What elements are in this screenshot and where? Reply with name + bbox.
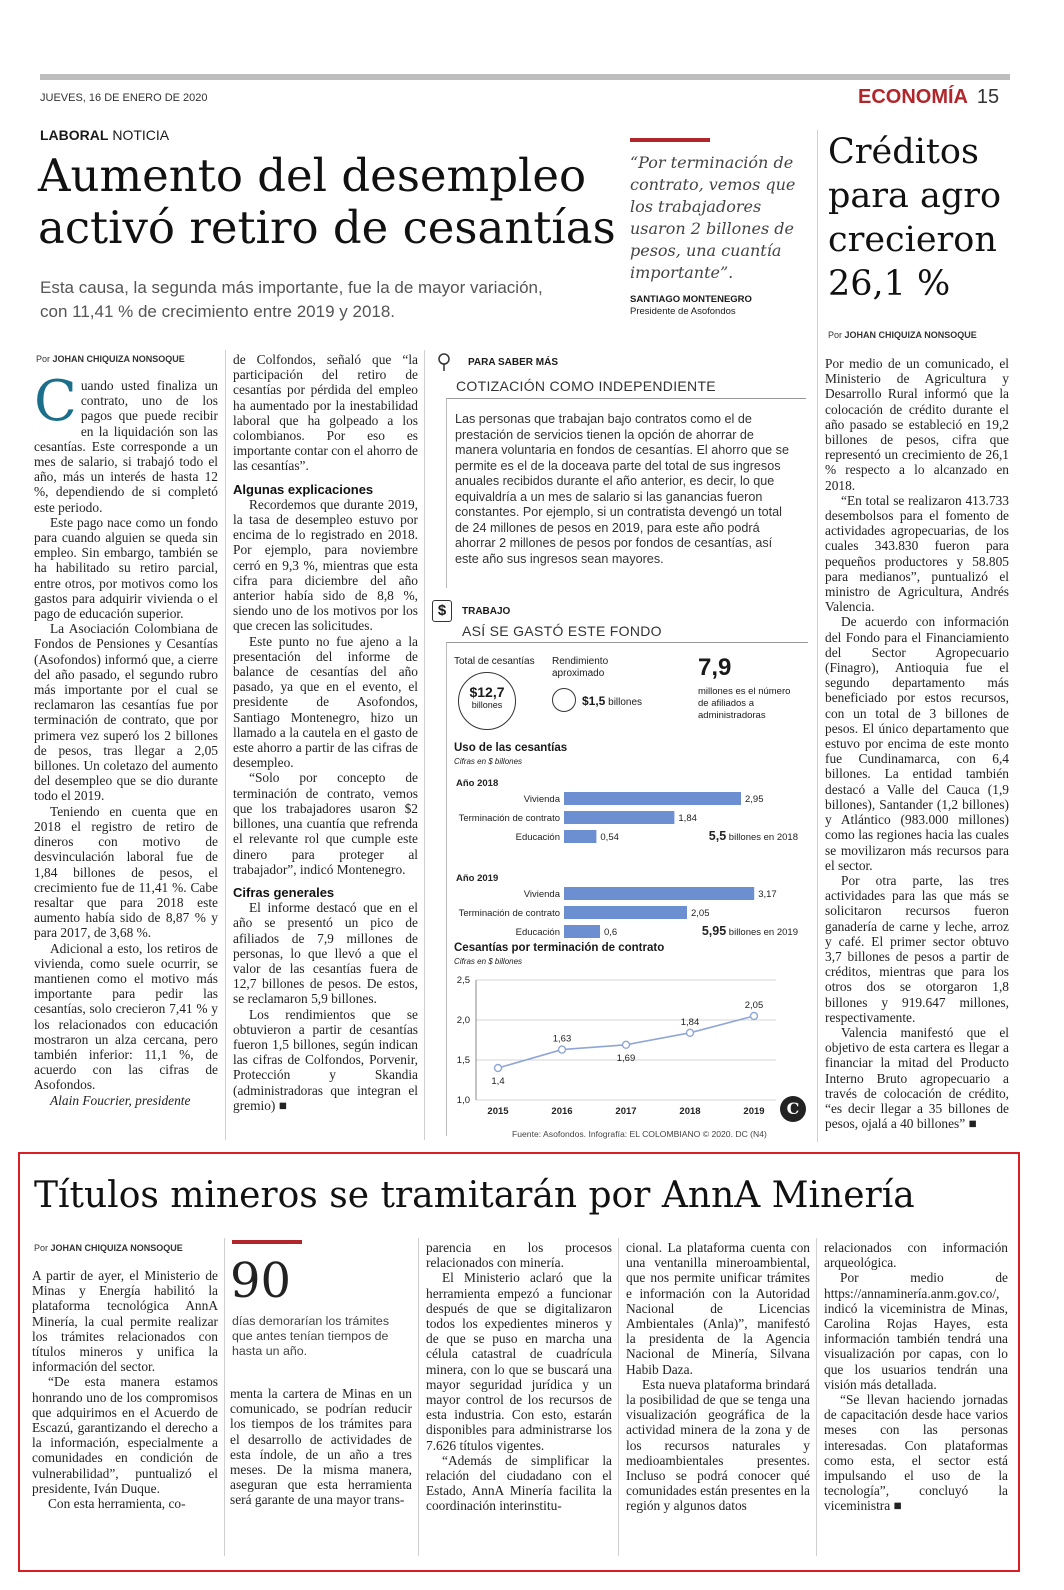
- side-paragraph-2: “En total se realizaron 413.733 desembolsos para el fomento de actividades agropecuarias, de los cuales 343.830 fueron para pequeños productores y 58.805 para medianos”, puntualizó el ministro de Agricultura, Andrés Valencia.: [825, 492, 1009, 615]
- bottom-byline-name: JOHAN CHIQUIZA NONSOQUE: [50, 1243, 183, 1253]
- bottom-byline-prefix: Por: [34, 1243, 49, 1253]
- bar-value-label: 0,54: [600, 832, 619, 843]
- data-label: 1,63: [552, 1033, 572, 1045]
- infographic-title: ASÍ SE GASTÓ ESTE FONDO: [462, 623, 662, 639]
- publisher-logo: C: [780, 1096, 806, 1122]
- stat-total-circle: [458, 672, 516, 730]
- bar-group-total-value: 5,5: [708, 829, 727, 843]
- big-number-rule: [232, 1240, 302, 1244]
- bars-subtitle: Cifras en $ billones: [454, 757, 523, 766]
- bar-1-3: [564, 830, 596, 843]
- bottom-col1-paragraph-3: Con esta herramienta, co-: [48, 1496, 186, 1512]
- main-headline-line-2: activó retiro de cesantías: [38, 201, 616, 254]
- side-headline-line-3: crecieron: [828, 220, 997, 260]
- stat-yield-circle: [552, 688, 576, 712]
- bar-value-label: 0,6: [604, 927, 618, 938]
- bar-2-2: [564, 906, 687, 919]
- line-chart-subtitle: Cifras en $ billones: [454, 957, 523, 966]
- bottom-col5-paragraph-2: Por medio de https://annaminería.anm.gov.co/, indicó la viceministra de Minas, Carolina Rojas Hayes, esta información también tendrá una visualización por capas, con lo que los usuarios tendrán una visión más detallada.: [824, 1270, 1008, 1392]
- bottom-column-4: [626, 1240, 810, 1556]
- col2-paragraph-4: “Solo por concepto de terminación de contrato, vemos que los trabajadores usaron $2 billones, una cuantía que refrenda el relevante rol que cumple este dinero para proteger al trabajador”, indicó Montenegro.: [233, 770, 418, 877]
- data-label: 2,05: [744, 1000, 764, 1011]
- y-tick-label: 2,0: [456, 1015, 470, 1026]
- bottom-column-5: [824, 1240, 1008, 1556]
- infographic-source: Fuente: Asofondos. Infografía: EL COLOMBIANO © 2020. DC (N4): [512, 1129, 767, 1139]
- kicker-bold: LABORAL: [40, 127, 109, 143]
- bottom-column-2: [230, 1386, 412, 1556]
- quote-rule: [630, 138, 710, 142]
- col1-paragraph-4: Teniendo en cuenta que en 2018 el registro de retiro de dineros con motivo de desvinculación laboral fue de 1,84 billones de pesos, el crecimiento fue de 11,41 %. Cabe resaltar que para 2018 este aumento había sido de 8,87 % y para 2017, de 3,68 %.: [34, 803, 218, 941]
- column-rule-1: [225, 350, 226, 1140]
- bottom-col5-paragraph-3: “Se llevan haciendo jornadas de capacitación desde hace varios meses con las personas interesadas. Con plataformas como esta, el sector está impulsando el uso de la tecnología”, concluyó la viceministra ■: [824, 1392, 1008, 1514]
- section-label: [858, 86, 999, 109]
- subhead-explicaciones: Algunas explicaciones: [233, 481, 374, 497]
- column-rule-3: [817, 130, 818, 1142]
- bottom-col5-paragraph-1: relacionados con información arqueológica.: [824, 1240, 1008, 1271]
- bar-2-3: [564, 925, 600, 938]
- bottom-col2-paragraph-1: menta la cartera de Minas en un comunicado, se podrían reducir los tiempos de los trámites para el desarrollo de actividades de esta índole, de un año a tres meses. De la misma manera, aseguran que esta herramienta será garante de una mayor trans-: [230, 1386, 412, 1508]
- info-box-title: COTIZACIÓN COMO INDEPENDIENTE: [456, 378, 716, 394]
- col2-paragraph-6: Los rendimientos que se obtuvieron a partir de cesantías fueron 1,5 billones, según indican las cifras de Colfondos, Porvenir, Protección y Skandia (administradoras que integran el gremio) ■: [233, 1006, 418, 1113]
- col1-paragraph-1: uando usted finaliza un contrato, uno de los pagos que puede recibir en la liquidación son las cesantías. Este corresponde a un mes de salario, si trabajó todo el año, más un interés de hasta 12 %, dependiendo de si completó este periodo.: [34, 378, 218, 515]
- data-label: 1,84: [680, 1016, 700, 1028]
- side-byline-name: JOHAN CHIQUIZA NONSOQUE: [844, 330, 977, 340]
- main-deck: Esta causa, la segunda más importante, fue la de mayor variación, con 11,41 % de crecimiento entre 2019 y 2018.: [40, 278, 543, 321]
- bars-title: Uso de las cesantías: [454, 742, 568, 754]
- col2-paragraph-5: El informe destacó que en el año se presentó un pico de afiliados de 7,9 millones de personas, lo que llevó a que el valor de las cesantías fuera de 12,7 billones de pesos. De estos, se reclamaron 5,9 billones.: [233, 900, 418, 1007]
- col2-paragraph-1: de Colfondos, señaló que “la participación del retiro de cesantías por pérdida del empleo ha aumentado por la inestabilidad laboral que ha golpeado a los colombianos. Por eso es importante contar con el ahorro de las cesantías”.: [233, 352, 418, 474]
- side-column: [825, 356, 1009, 1146]
- bar-group-year-1: Año 2018: [456, 778, 499, 789]
- column-rule-2: [424, 350, 425, 1140]
- side-headline-line-4: 26,1 %: [828, 264, 951, 304]
- bottom-headline: Títulos mineros se tramitarán por AnnA Minería: [34, 1175, 915, 1216]
- page-date: JUEVES, 16 DE ENERO DE 2020: [40, 92, 208, 104]
- kicker: [40, 127, 169, 143]
- stat-yield-label: Rendimiento aproximado: [552, 656, 609, 679]
- side-headline-line-1: Créditos: [828, 132, 979, 172]
- big-number: 90: [230, 1253, 292, 1309]
- side-headline-line-2: para agro: [828, 176, 1002, 216]
- bottom-rule-2: [418, 1238, 419, 1556]
- main-column-1: [34, 369, 218, 1138]
- stat-yield: [582, 694, 642, 708]
- data-label: 1,69: [616, 1052, 636, 1064]
- data-label: 1,4: [491, 1076, 505, 1087]
- byline-prefix: Por: [36, 354, 51, 364]
- side-paragraph-4: Por otra parte, las tres actividades para las que más se solicitaron recursos fueron ganadería de carne y leche, arroz y café. El primer sector obtuvo 3,7 billones de pesos a partir de créditos, mientras que para los otros dos se otorgaron 1,8 billones y 919.647 millones, respectivamente.: [825, 872, 1009, 1025]
- bar-value-label: 3,17: [758, 889, 777, 900]
- top-rule: [40, 74, 1010, 80]
- bar-group-total-value: 5,95: [701, 924, 727, 938]
- bottom-col1-paragraph-1: A partir de ayer, el Ministerio de Minas y Energía habilitó la plataforma tecnológica AnnA Minería, la cual permite realizar los trámites relacionados con títulos mineros y unifica la información del sector.: [32, 1268, 218, 1375]
- stat-total-value: $12,7: [469, 684, 505, 700]
- bar-category-label: Vivienda: [523, 794, 560, 805]
- col2-paragraph-3: Este punto no fue ajeno a la presentación del informe de balance de cesantías del año pasado, ya que en el evento, el presidente de Asofondos, Santiago Montenegro, hizo un llamado a la cautela en el gasto de este ahorro a partir de las cifras de desempleo.: [233, 633, 418, 771]
- main-headline: [38, 150, 616, 254]
- col1-paragraph-6: Alain Foucrier, presidente: [50, 1092, 191, 1108]
- data-point: [687, 1029, 694, 1036]
- side-byline-prefix: Por: [828, 330, 843, 340]
- dropcap: C: [34, 369, 77, 434]
- side-paragraph-3: De acuerdo con información del Fondo para el Financiamiento del Sector Agropecuario (Finagro), Antioquia fue el segundo departamento más beneficiado por estos recursos, con un total de 3 billones de pesos. El único departamento que estuvo por encima de este monto fue Cundinamarca, con 6,4 billones. La entidad también destacó a Valle del Cauca (1,9 billones), Santander (1,2 billones) y Atlántico (983.000 millones) como las regiones hacia las cuales se movilizaron más recursos para el sector.: [825, 614, 1009, 873]
- section-name: ECONOMÍA: [858, 86, 968, 108]
- bottom-col3-paragraph-3: “Además de simplificar la relación del ciudadano con el Estado, AnnA Minería facilita la coordinación interinstitu-: [426, 1452, 612, 1514]
- bar-category-label: Terminación de contrato: [458, 908, 560, 919]
- x-tick-label: 2016: [551, 1106, 573, 1117]
- quote-name: SANTIAGO MONTENEGRO: [630, 294, 752, 305]
- bottom-rule-1: [224, 1238, 225, 1556]
- bottom-col3-paragraph-1: parencia en los procesos relacionados con minería.: [426, 1240, 612, 1271]
- side-headline: [828, 130, 1001, 306]
- y-tick-label: 1,5: [456, 1055, 470, 1066]
- y-tick-label: 1,0: [456, 1095, 470, 1106]
- bottom-col3-paragraph-2: El Ministerio aclaró que la herramienta empezó a funcionar después de que se digitalizaron todos los expedientes mineros y de que se puso en marcha una célula catastral de cuadrícula minera, con lo que se buscará una mayor seguridad jurídica y un mayor control de los recursos de esta industria. Con esto, estarán disponibles para administrarse los 7.626 títulos vigentes.: [426, 1270, 612, 1453]
- bar-1-2: [564, 811, 674, 824]
- data-point: [623, 1041, 630, 1048]
- bar-chart: [446, 768, 808, 938]
- bar-category-label: Terminación de contrato: [458, 813, 560, 824]
- info-box-text: Las personas que trabajan bajo contratos como el de prestación de servicios tienen la opción de ahorrar de manera voluntaria en fondos de cesantías. El ahorro que se permite es el de la doceava parte del total de sus ingresos anuales recibidos durante el año anterior, es decir, lo que equivaldría a un mes de salario si las ganancias fueron constantes. Por ejemplo, si un contratista devengó un total de 24 millones de pesos en 2019, para este año podrá ahorrar 2 millones de pesos por fondos de cesantías, así este año sus ingresos sean mayores.: [455, 412, 789, 566]
- bar-group-total-text: billones en 2018: [726, 832, 798, 843]
- bar-value-label: 1,84: [678, 813, 697, 824]
- bar-1-1: [564, 792, 741, 805]
- infographic-label: TRABAJO: [462, 606, 511, 617]
- bottom-rule-4: [816, 1238, 817, 1556]
- info-box-label: PARA SABER MÁS: [468, 357, 559, 368]
- bar-2-1: [564, 887, 754, 900]
- data-point: [495, 1065, 502, 1072]
- pull-quote: “Por terminación de contrato, vemos que los trabajadores usaron 2 billones de pesos, una cuantía importante”.: [630, 153, 796, 282]
- bottom-col1-paragraph-2: “De esta manera estamos honrando uno de los compromisos que adquirimos en el Acuerdo de Escazú, garantizando el derecho a la información, especialmente a comunidades en condición de vulnerabilidad”, puntualizó el presidente, Iván Duque.: [32, 1374, 218, 1496]
- bottom-column-3: [426, 1240, 612, 1556]
- line-chart-title: Cesantías por terminación de contrato: [454, 942, 665, 954]
- x-tick-label: 2017: [615, 1106, 637, 1117]
- bottom-rule-3: [618, 1238, 619, 1556]
- dollar-icon: $: [432, 600, 452, 622]
- stat-affiliates-label: millones es el número de afiliados a administradoras: [698, 686, 791, 721]
- bar-group-year-2: Año 2019: [456, 873, 499, 884]
- stat-yield-value: $1,5: [582, 694, 606, 708]
- bar-category-label: Educación: [515, 927, 560, 938]
- quote-role: Presidente de Asofondos: [630, 306, 736, 317]
- side-byline: [828, 330, 977, 340]
- col2-paragraph-2: Recordemos que durante 2019, la tasa de desempleo estuvo por encima de lo registrado en 2018. Por ejemplo, para noviembre cerró en 9,3 %, mientras que esta cifra para diciembre del año anterior había sido de 8,8 %, siendo uno de los motivos por los que crecen las solicitudes.: [233, 496, 418, 634]
- subhead-cifras: Cifras generales: [233, 884, 335, 900]
- bottom-col4-paragraph-1: cional. La plataforma cuenta con una ventanilla mineroambiental, que nos permite unificar trámites e información con la Autoridad Nacional de Licencias Ambientales (Anla)”, manifestó la presidenta de la Agencia Nacional de Minería, Silvana Habib Daza.: [626, 1240, 810, 1377]
- stat-total-label: Total de cesantías: [454, 656, 535, 667]
- col1-paragraph-3: La Asociación Colombiana de Fondos de Pensiones y Cesantías (Asofondos) informó que, a cierre del año pasado, el segundo rubro más importante por el cual se reclamaron las cesantías fue por terminación de contrato, que por primera vez superó los 2 billones de pesos, tras llegar a 2,05 billones. Un coletazo del aumento del desempleo que se dio durante todo el 2019.: [34, 621, 218, 804]
- bar-group-total-1: [709, 829, 798, 843]
- byline-name: JOHAN CHIQUIZA NONSOQUE: [52, 354, 185, 364]
- x-tick-label: 2015: [487, 1106, 509, 1117]
- col1-paragraph-2: Este pago nace como un fondo para cuando alguien se queda sin empleo. Sin embargo, también se ha habilitado su retiro parcial, entre otros, por motivos como los gastos para adquirir vivienda o el pago de educación superior.: [34, 514, 218, 622]
- data-point: [559, 1046, 566, 1053]
- bar-category-label: Vivienda: [523, 889, 560, 900]
- line-chart: [446, 966, 808, 1124]
- stat-affiliates-value: 7,9: [698, 654, 732, 681]
- big-number-text: días demorarían los trámites que antes tenían tiempos de hasta un año.: [232, 1314, 390, 1358]
- x-tick-label: 2018: [679, 1106, 701, 1117]
- page-number: 15: [976, 86, 1000, 108]
- bar-group-total-text: billones en 2019: [726, 927, 798, 938]
- kicker-rest: NOTICIA: [112, 127, 170, 143]
- stat-yield-unit: billones: [608, 697, 643, 708]
- bar-value-label: 2,05: [691, 908, 710, 919]
- side-paragraph-5: Valencia manifestó que el objetivo de esta cartera es llegar a financiar la mitad del Producto Interno Bruto agropecuario a través de colocación de crédito, “es decir llegar a 35 billones de pesos, ojalá a 40 billones” ■: [825, 1024, 1009, 1132]
- main-headline-line-1: Aumento del desempleo: [38, 149, 587, 202]
- main-byline: [36, 354, 185, 364]
- data-point: [751, 1013, 758, 1020]
- x-tick-label: 2019: [743, 1106, 765, 1117]
- main-column-2: [233, 352, 418, 1142]
- bottom-byline: [34, 1243, 183, 1253]
- bar-value-label: 2,95: [745, 794, 764, 805]
- col1-paragraph-5: Adicional a esto, los retiros de vivienda, como suele ocurrir, se mantienen como el motivo más importante para pedir las cesantías, solo crecieron 7,41 % y los relacionados con educación mostraron un alza cercana, pero también inferior: 11,1 %, de acuerdo con las cifras de Asofondos.: [34, 940, 218, 1093]
- y-tick-label: 2,5: [456, 975, 470, 986]
- bar-category-label: Educación: [515, 832, 560, 843]
- pushpin-icon: [434, 352, 454, 372]
- bottom-column-1: [32, 1268, 218, 1558]
- bottom-col4-paragraph-2: Esta nueva plataforma brindará la posibilidad de que se tenga una visualización geográfica de la actividad minera de la zona y de los recursos naturales y medioambientales presentes. Incluso se podrá conocer qué comunidades están presentes en la región y algunos datos: [626, 1376, 810, 1514]
- side-paragraph-1: Por medio de un comunicado, el Ministerio de Agricultura y Desarrollo Rural informó que la colocación de crédito durante el año pasado se estableció en 19,2 billones de pesos, cifra que representó un crecimiento de 26,1 % respecto a lo alcanzado en 2018.: [825, 356, 1009, 493]
- stat-total-unit: billones: [471, 700, 503, 710]
- bar-group-total-2: [702, 924, 798, 938]
